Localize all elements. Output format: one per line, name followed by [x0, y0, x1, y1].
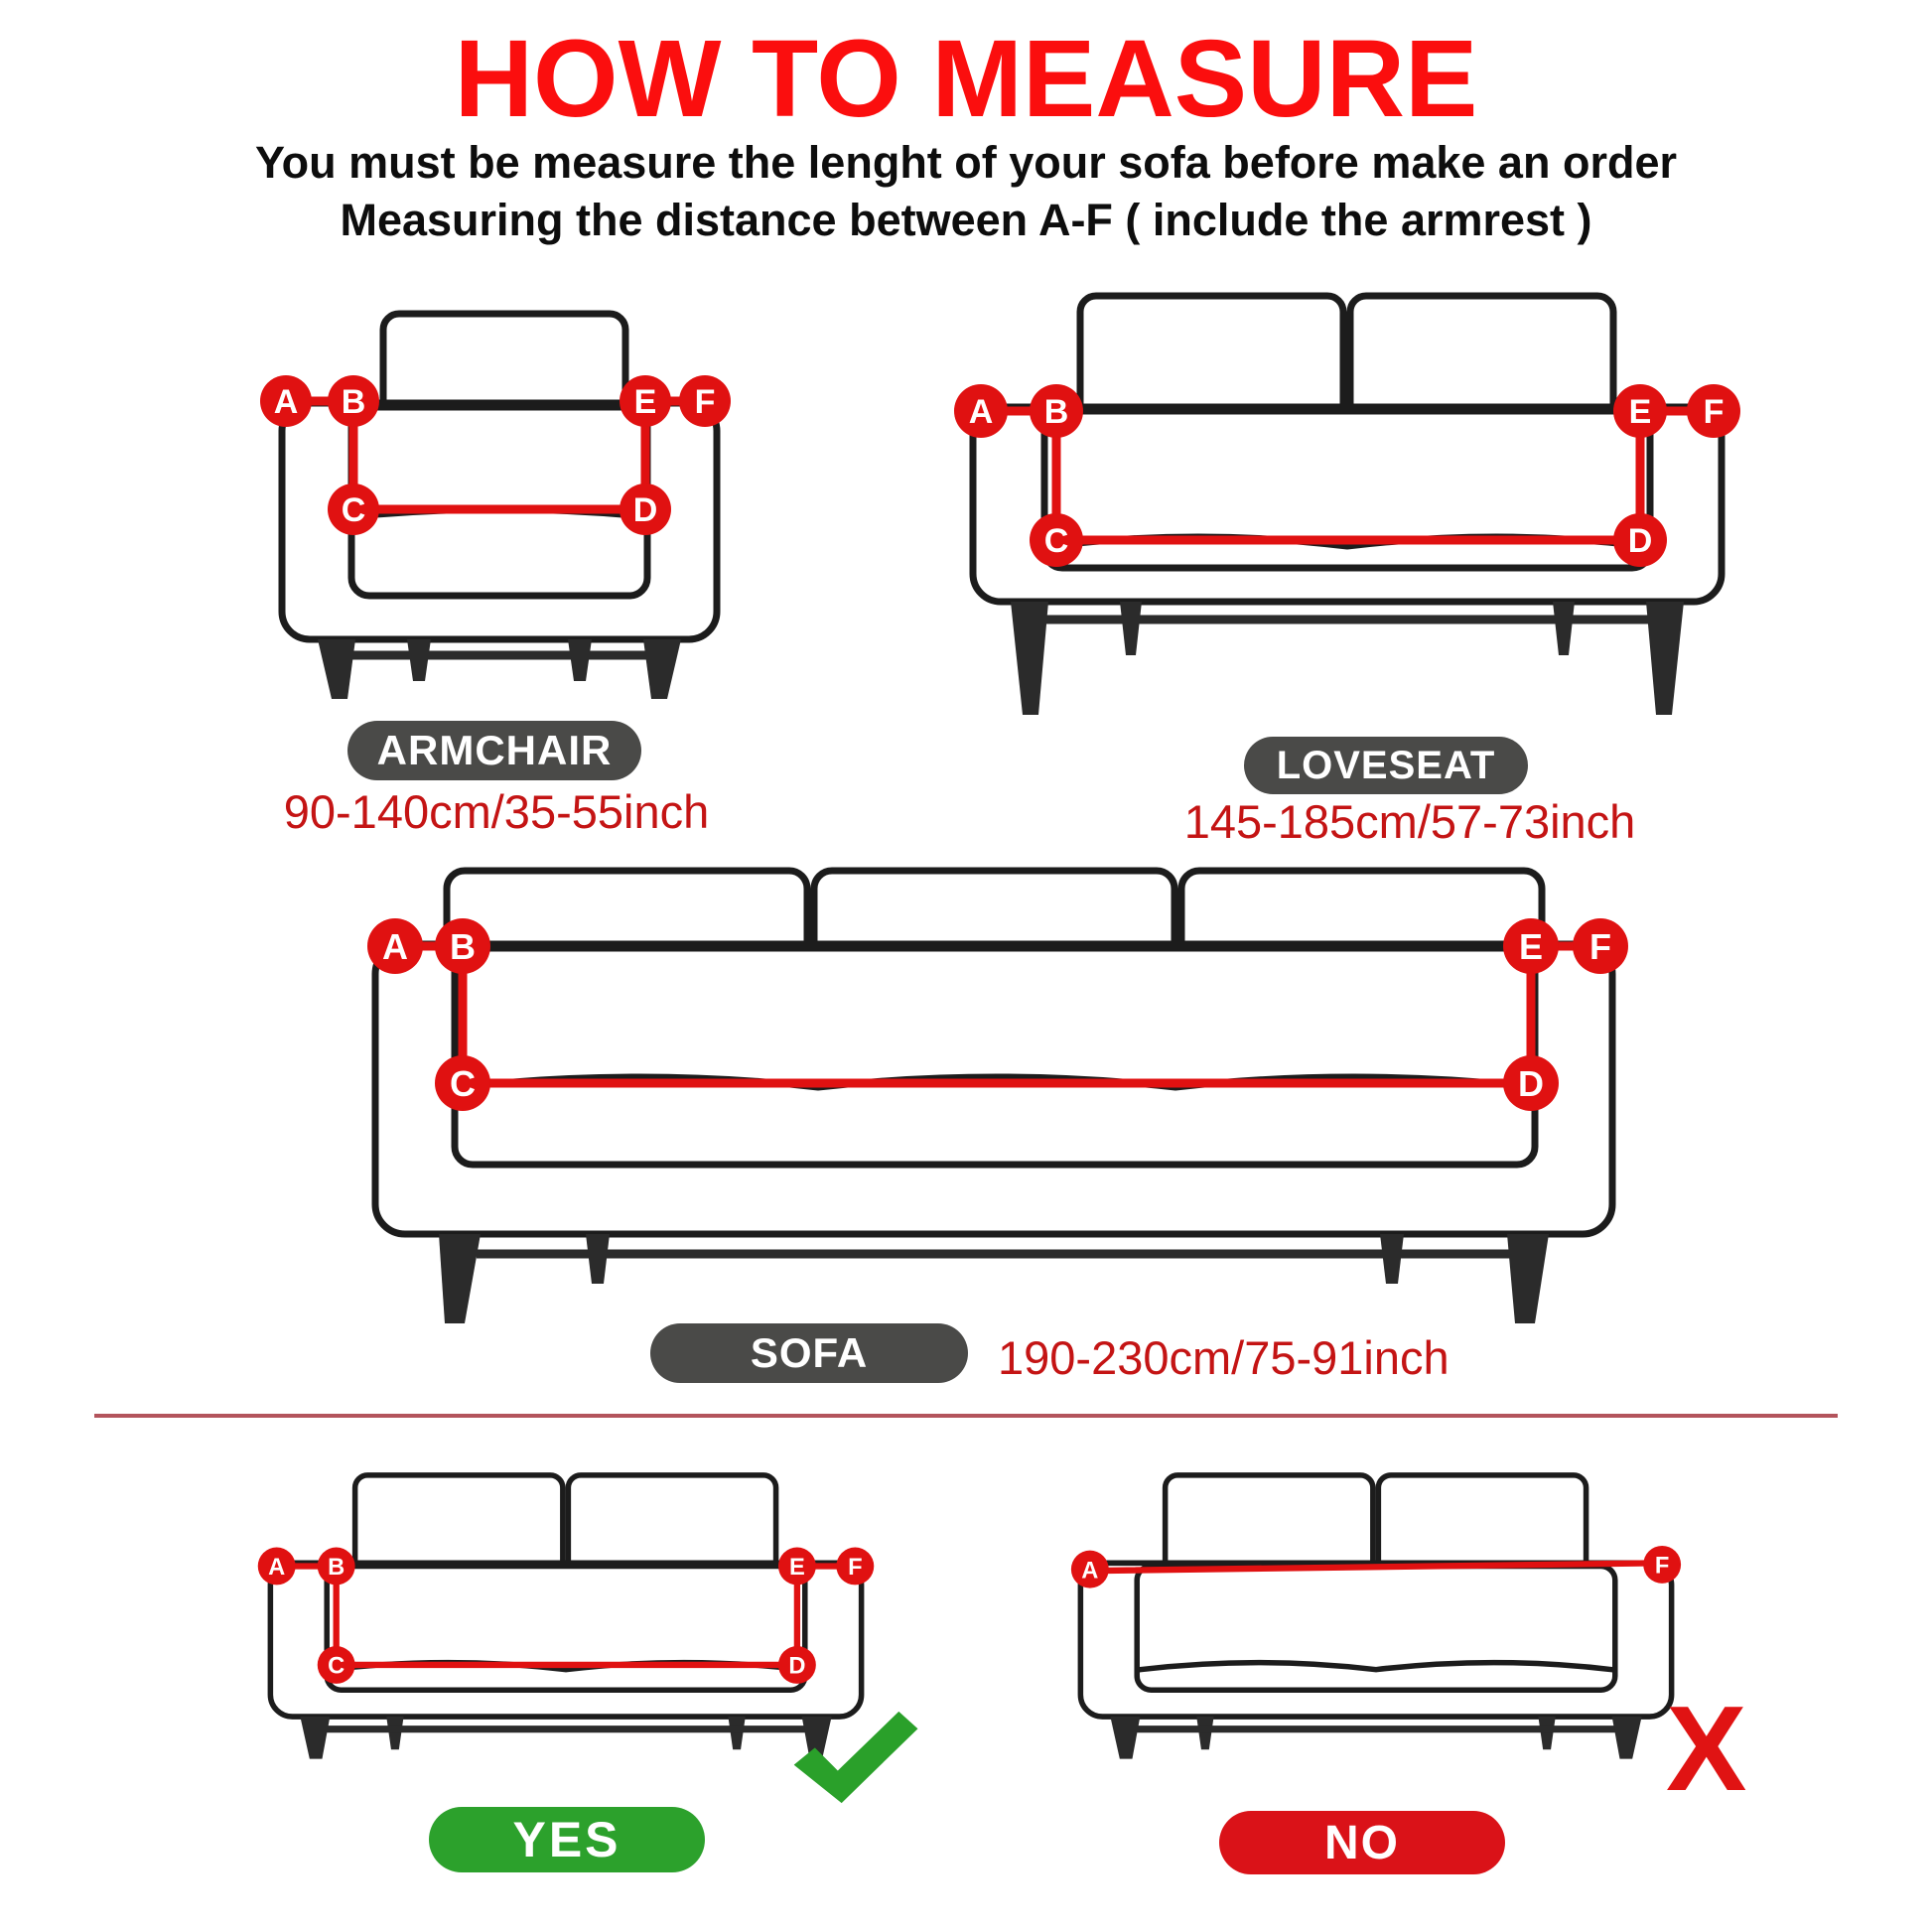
marker-a-label: A [268, 1555, 286, 1582]
marker-f [1573, 918, 1628, 974]
marker-b [1030, 384, 1083, 438]
marker-c [318, 1646, 355, 1684]
armchair-size-range: 90-140cm/35-55inch [283, 785, 710, 838]
sofa-diagram [347, 859, 1638, 1335]
marker-e-label: E [1518, 926, 1544, 967]
marker-e-label: E [788, 1555, 805, 1582]
marker-f-label: F [1703, 393, 1725, 431]
marker-f-label: F [694, 383, 716, 421]
marker-d [620, 483, 671, 535]
marker-c [435, 1055, 490, 1111]
armchair-legs [318, 639, 681, 699]
correct-measure-example-diagram [248, 1467, 884, 1765]
marker-c [328, 483, 379, 535]
sofa-size-range: 190-230cm/75-91inch [998, 1331, 1449, 1384]
marker-d-label: D [632, 491, 658, 529]
incorrect-measure-example-diagram [1058, 1467, 1694, 1765]
marker-d-label: D [788, 1653, 806, 1680]
marker-c [1030, 513, 1083, 567]
marker-f [836, 1548, 874, 1586]
loveseat-outline [973, 296, 1722, 602]
incorrect-loveseat-drawing [1058, 1467, 1694, 1765]
marker-f-label: F [1589, 926, 1611, 967]
marker-d-label: D [1627, 522, 1653, 560]
section-divider [94, 1414, 1838, 1418]
marker-a [367, 918, 423, 974]
marker-a [1071, 1551, 1109, 1588]
sofa-legs [439, 1234, 1549, 1323]
marker-f [679, 375, 731, 427]
marker-f [1687, 384, 1740, 438]
marker-e [1503, 918, 1559, 974]
marker-b-label: B [341, 383, 366, 421]
loveseat-diagram [945, 286, 1749, 723]
sofa-drawing [347, 859, 1638, 1335]
marker-f [1643, 1546, 1681, 1584]
marker-b [328, 375, 379, 427]
subtitle-line-1: You must be measure the lenght of your sofa before make an order [255, 137, 1677, 188]
marker-c-label: C [1043, 522, 1069, 560]
marker-b [435, 918, 490, 974]
marker-a-label: A [1081, 1558, 1099, 1585]
loveseat-legs [1011, 602, 1684, 715]
armchair-drawing [256, 306, 743, 703]
marker-d [1613, 513, 1667, 567]
loveseat-size-range: 145-185cm/57-73inch [1183, 795, 1636, 848]
marker-b-label: B [450, 926, 476, 967]
checkmark-icon [789, 1710, 926, 1805]
armchair-diagram [256, 306, 743, 703]
sofa-outline [375, 871, 1612, 1234]
sofa-label-pill: SOFA [650, 1323, 968, 1383]
marker-a [954, 384, 1008, 438]
marker-f-label: F [848, 1555, 863, 1582]
loveseat-outline [1080, 1475, 1671, 1717]
loveseat-legs [1110, 1717, 1641, 1759]
marker-e [620, 375, 671, 427]
marker-d-label: D [1518, 1063, 1544, 1104]
marker-b-label: B [328, 1555, 345, 1582]
marker-a-label: A [968, 393, 994, 431]
marker-e-label: E [1628, 393, 1652, 431]
no-badge: NO [1219, 1811, 1505, 1874]
marker-e-label: E [633, 383, 657, 421]
marker-a [258, 1548, 296, 1586]
marker-c-label: C [328, 1653, 345, 1680]
marker-d [1503, 1055, 1559, 1111]
loveseat-label-pill: LOVESEAT [1244, 737, 1528, 794]
loveseat-outline [270, 1475, 861, 1717]
armchair-label-pill: ARMCHAIR [347, 721, 641, 780]
yes-badge: YES [429, 1807, 705, 1872]
marker-a [260, 375, 312, 427]
page-title: HOW TO MEASURE [454, 18, 1478, 140]
marker-b-label: B [1043, 393, 1069, 431]
marker-b [318, 1548, 355, 1586]
loveseat-legs [300, 1717, 831, 1759]
marker-f-label: F [1654, 1553, 1670, 1580]
loveseat-drawing [945, 286, 1749, 723]
marker-c-label: C [341, 491, 366, 529]
marker-a-label: A [273, 383, 299, 421]
armchair-outline [282, 314, 717, 639]
marker-e [778, 1548, 816, 1586]
marker-a-label: A [382, 926, 408, 967]
marker-d [778, 1646, 816, 1684]
marker-c-label: C [450, 1063, 476, 1104]
correct-loveseat-drawing [248, 1467, 884, 1765]
x-mark-icon: X [1666, 1681, 1747, 1816]
subtitle-line-2: Measuring the distance between A-F ( include the armrest ) [340, 195, 1592, 245]
marker-e [1613, 384, 1667, 438]
